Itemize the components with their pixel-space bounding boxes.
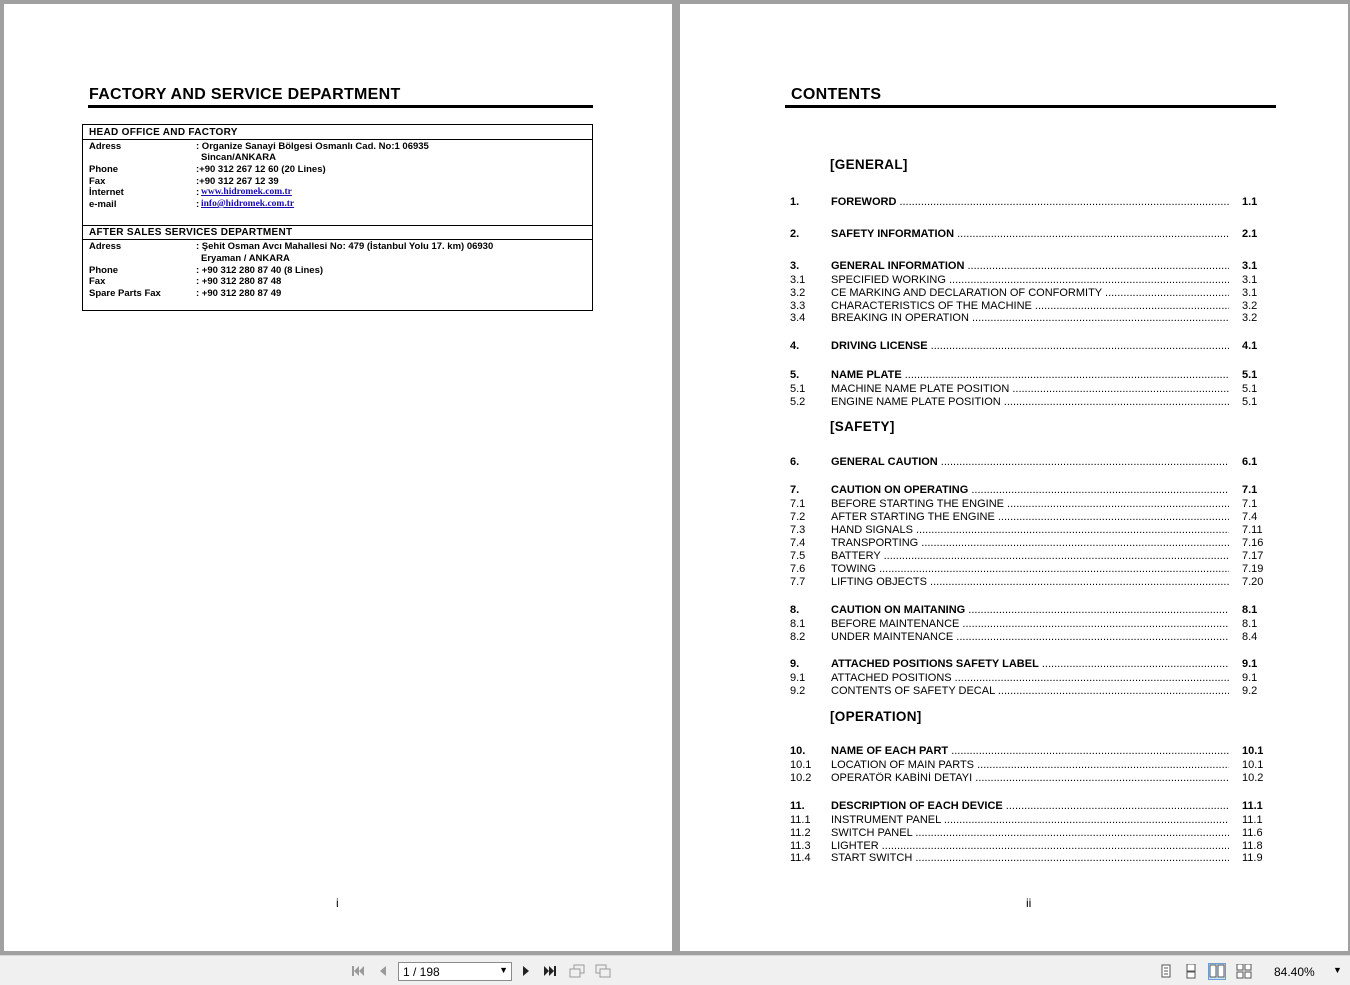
toc-entry-page: 9.2 — [1242, 685, 1258, 697]
toc-entry[interactable] — [790, 604, 1266, 617]
toc-entry-number: 6. — [790, 456, 800, 468]
toc-entry-number: 5.1 — [790, 383, 806, 395]
toc-entry-number: 11. — [790, 800, 805, 812]
toc-entry-number: 7.2 — [790, 511, 806, 523]
toc-entry-page: 8.4 — [1242, 631, 1258, 643]
toc-entry-page: 9.1 — [1242, 658, 1258, 670]
toc-entry-number: 3.4 — [790, 312, 806, 324]
toc-entry-number: 5. — [790, 369, 800, 381]
toc-entry-title: CE MARKING AND DECLARATION OF CONFORMITY ..... — [831, 287, 1229, 299]
toc-entry-page: 7.16 — [1242, 537, 1264, 549]
toc-entry-page: 6.1 — [1242, 456, 1258, 468]
toc-entry-number: 7. — [790, 484, 800, 496]
toc-entry[interactable] — [790, 498, 1266, 511]
toc-entry-page: 5.1 — [1242, 383, 1258, 395]
fax-value: : +90 312 280 87 48 — [196, 276, 282, 287]
toc-entry-title: INSTRUMENT PANEL ..... — [831, 814, 1229, 826]
divider — [83, 139, 592, 140]
toc-entry[interactable] — [790, 618, 1266, 631]
page-title: CONTENTS — [791, 86, 882, 103]
first-page-icon[interactable] — [349, 963, 367, 979]
toc-entry-number: 10. — [790, 745, 806, 757]
email-label: e-mail — [89, 199, 117, 210]
viewer-toolbar — [0, 955, 1350, 985]
toc-entry-number: 7.3 — [790, 524, 806, 536]
toc-entry-title: GENERAL CAUTION ..... — [831, 456, 1229, 468]
toc-entry-page: 3.1 — [1242, 274, 1258, 286]
toc-entry[interactable] — [790, 484, 1266, 497]
zoom-level[interactable]: 84.40% — [1274, 965, 1315, 979]
toc-entry-number: 9.2 — [790, 685, 806, 697]
toc-entry-page: 8.1 — [1242, 618, 1258, 630]
toc-entry-page: 4.1 — [1242, 340, 1258, 352]
document-page-right — [680, 4, 1348, 951]
toc-entry-number: 4. — [790, 340, 800, 352]
toc-entry[interactable] — [790, 745, 1266, 758]
toc-entry[interactable] — [790, 396, 1266, 409]
toc-entry[interactable] — [790, 369, 1266, 382]
toc-entry-number: 11.4 — [790, 852, 811, 864]
after-sales-heading: AFTER SALES SERVICES DEPARTMENT — [89, 227, 293, 238]
page-number-select[interactable] — [398, 962, 512, 981]
toc-entry-title: CHARACTERISTICS OF THE MACHINE ..... — [831, 300, 1229, 312]
previous-view-icon[interactable] — [568, 963, 586, 979]
toc-entry-number: 1. — [790, 196, 800, 208]
contact-info-box — [82, 124, 593, 311]
toc-entry-page: 10.1 — [1242, 745, 1264, 757]
toc-entry[interactable] — [790, 340, 1266, 353]
toc-entry-number: 11.1 — [790, 814, 811, 826]
toc-entry-number: 5.2 — [790, 396, 806, 408]
toc-entry[interactable] — [790, 383, 1266, 396]
toc-entry-number: 3.2 — [790, 287, 806, 299]
phone-value: :+90 312 267 12 60 (20 Lines) — [196, 164, 326, 175]
toc-entry-page: 2.1 — [1242, 228, 1258, 240]
last-page-icon[interactable] — [541, 963, 559, 979]
phone-value: : +90 312 280 87 40 (8 Lines) — [196, 265, 324, 276]
toc-entry-number: 10.2 — [790, 772, 812, 784]
toc-entry-page: 7.20 — [1242, 576, 1264, 588]
head-office-heading: HEAD OFFICE AND FACTORY — [89, 127, 238, 138]
toc-entry-title: NAME PLATE ..... — [831, 369, 1229, 381]
toc-entry-number: 7.4 — [790, 537, 806, 549]
toc-entry[interactable] — [790, 658, 1266, 671]
toc-entry-page: 3.2 — [1242, 312, 1258, 324]
toc-entry-number: 11.3 — [790, 840, 811, 852]
toc-entry-page: 7.1 — [1242, 484, 1258, 496]
toc-entry[interactable] — [790, 260, 1266, 273]
toc-entry-page: 10.2 — [1242, 772, 1264, 784]
toc-entry-title: CAUTION ON OPERATING ..... — [831, 484, 1229, 496]
toc-entry-number: 7.6 — [790, 563, 806, 575]
toc-entry[interactable] — [790, 456, 1266, 469]
divider — [83, 225, 592, 226]
toc-section-heading: [GENERAL] — [830, 157, 908, 172]
toc-entry-number: 7.1 — [790, 498, 806, 510]
title-rule — [88, 105, 593, 108]
toc-entry-title: BEFORE STARTING THE ENGINE ..... — [831, 498, 1229, 510]
toc-entry[interactable] — [790, 759, 1266, 772]
toc-entry-number: 8.2 — [790, 631, 806, 643]
toc-entry[interactable] — [790, 524, 1266, 537]
toc-entry-title: BREAKING IN OPERATION ..... — [831, 312, 1229, 324]
toc-entry-title: CAUTION ON MAITANING ..... — [831, 604, 1229, 616]
toc-entry-number: 7.7 — [790, 576, 806, 588]
toc-entry-title: UNDER MAINTENANCE ..... — [831, 631, 1229, 643]
toc-entry-page: 9.1 — [1242, 672, 1258, 684]
toc-entry[interactable] — [790, 228, 1266, 241]
toc-entry-number: 3.1 — [790, 274, 806, 286]
toc-entry-title: LOCATION OF MAIN PARTS ..... — [831, 759, 1229, 771]
document-page-left — [4, 4, 672, 951]
toc-entry-page: 5.1 — [1242, 369, 1258, 381]
toc-entry-page: 3.1 — [1242, 260, 1258, 272]
toc-entry-number: 3. — [790, 260, 800, 272]
fax-value: :+90 312 267 12 39 — [196, 176, 279, 187]
toc-entry[interactable] — [790, 287, 1266, 300]
toc-entry-title: SAFETY INFORMATION ..... — [831, 228, 1229, 240]
internet-prefix: : — [196, 187, 200, 198]
toc-entry-page: 10.1 — [1242, 759, 1264, 771]
spare-parts-fax-value: : +90 312 280 87 49 — [196, 288, 282, 299]
toc-entry-page: 1.1 — [1242, 196, 1258, 208]
toc-entry-title: HAND SIGNALS ..... — [831, 524, 1229, 536]
toc-entry-page: 8.1 — [1242, 604, 1258, 616]
toc-entry-number: 9.1 — [790, 672, 806, 684]
fax-label: Fax — [89, 276, 106, 287]
toc-entry-page: 11.8 — [1242, 840, 1263, 852]
toc-entry-page: 7.4 — [1242, 511, 1258, 523]
toc-entry-title: MACHINE NAME PLATE POSITION ..... — [831, 383, 1229, 395]
toc-entry-number: 11.2 — [790, 827, 811, 839]
toc-entry-title: AFTER STARTING THE ENGINE ..... — [831, 511, 1229, 523]
chevron-down-icon[interactable]: ▼ — [1333, 965, 1342, 975]
toc-entry-title: TRANSPORTING ..... — [831, 537, 1229, 549]
address-label: Adress — [89, 241, 122, 252]
toc-entry-number: 9. — [790, 658, 800, 670]
phone-label: Phone — [89, 265, 119, 276]
toc-entry-title: CONTENTS OF SAFETY DECAL ..... — [831, 685, 1229, 697]
page-title: FACTORY AND SERVICE DEPARTMENT — [89, 86, 401, 103]
address-city: Eryaman / ANKARA — [201, 253, 290, 264]
toc-entry-page: 3.2 — [1242, 300, 1258, 312]
spare-parts-fax-label: Spare Parts Fax — [89, 288, 161, 299]
toc-entry-page: 7.1 — [1242, 498, 1258, 510]
toc-entry-page: 7.19 — [1242, 563, 1264, 575]
continuous-facing-view-icon[interactable] — [1235, 963, 1253, 980]
email-link[interactable]: info@hidromek.com.tr — [201, 199, 295, 209]
divider — [83, 239, 592, 240]
toc-entry[interactable] — [790, 576, 1266, 589]
toc-entry-title: ENGINE NAME PLATE POSITION ..... — [831, 396, 1229, 408]
title-rule — [785, 105, 1276, 108]
toc-entry-page: 11.6 — [1242, 827, 1263, 839]
toc-entry[interactable] — [790, 563, 1266, 576]
page-indicator: 1 / 198 — [403, 965, 440, 979]
single-page-view-icon[interactable] — [1157, 963, 1175, 980]
toc-entry-title: OPERATÖR KABİNİ DETAYI ..... — [831, 772, 1229, 784]
toc-entry-title: ATTACHED POSITIONS SAFETY LABEL ..... — [831, 658, 1229, 670]
toc-entry[interactable] — [790, 511, 1266, 524]
toc-entry-number: 8.1 — [790, 618, 806, 630]
toc-entry[interactable] — [790, 274, 1266, 287]
chevron-down-icon: ▼ — [499, 965, 508, 975]
next-view-icon[interactable] — [594, 963, 612, 979]
toc-entry[interactable] — [790, 672, 1266, 685]
toc-entry-page: 11.1 — [1242, 800, 1263, 812]
website-link[interactable]: www.hidromek.com.tr — [201, 187, 292, 197]
toc-entry[interactable] — [790, 800, 1266, 813]
toc-entry-title: START SWITCH ..... — [831, 852, 1229, 864]
toc-entry-title: SPECIFIED WORKING ..... — [831, 274, 1229, 286]
address-value: : Organize Sanayi Bölgesi Osmanlı Cad. No:1 06935 — [196, 141, 429, 152]
email-prefix: : — [196, 199, 200, 210]
toc-entry-title: GENERAL INFORMATION ..... — [831, 260, 1229, 272]
toc-entry-page: 7.11 — [1242, 524, 1263, 536]
internet-label: İnternet — [89, 187, 124, 198]
toc-entry-title: SWITCH PANEL ..... — [831, 827, 1229, 839]
toc-entry-number: 8. — [790, 604, 800, 616]
page-number: ii — [1026, 896, 1032, 910]
facing-view-icon[interactable] — [1208, 963, 1226, 980]
toc-entry-page: 3.1 — [1242, 287, 1258, 299]
toc-entry-title: LIFTING OBJECTS ..... — [831, 576, 1229, 588]
address-label: Adress — [89, 141, 122, 152]
toc-entry[interactable] — [790, 852, 1266, 865]
toc-entry-page: 7.17 — [1242, 550, 1264, 562]
toc-entry-page: 5.1 — [1242, 396, 1258, 408]
address-city: Sincan/ANKARA — [201, 152, 276, 163]
toc-entry[interactable] — [790, 196, 1266, 209]
toc-entry-title: NAME OF EACH PART ..... — [831, 745, 1229, 757]
toc-entry-title: LIGHTER ..... — [831, 840, 1229, 852]
phone-label: Phone — [89, 164, 119, 175]
toc-entry-title: BEFORE MAINTENANCE ..... — [831, 618, 1229, 630]
toc-entry-number: 7.5 — [790, 550, 806, 562]
toc-entry[interactable] — [790, 814, 1266, 827]
toc-entry-title: BATTERY ..... — [831, 550, 1229, 562]
page-number: i — [336, 896, 339, 910]
toc-entry-title: DESCRIPTION OF EACH DEVICE ..... — [831, 800, 1229, 812]
toc-entry[interactable] — [790, 772, 1266, 785]
toc-entry-number: 10.1 — [790, 759, 812, 771]
toc-entry[interactable] — [790, 827, 1266, 840]
toc-entry-title: FOREWORD ..... — [831, 196, 1229, 208]
toc-entry[interactable] — [790, 631, 1266, 644]
toc-entry[interactable] — [790, 550, 1266, 563]
toc-entry[interactable] — [790, 537, 1266, 550]
previous-page-icon[interactable] — [374, 963, 392, 979]
toc-entry[interactable] — [790, 685, 1266, 698]
toc-entry-title: ATTACHED POSITIONS ..... — [831, 672, 1229, 684]
toc-entry-page: 11.1 — [1242, 814, 1263, 826]
toc-entry-number: 2. — [790, 228, 800, 240]
toc-section-heading: [SAFETY] — [830, 419, 895, 434]
toc-entry-title: DRIVING LICENSE ..... — [831, 340, 1229, 352]
next-page-icon[interactable] — [517, 963, 535, 979]
toc-entry-number: 3.3 — [790, 300, 806, 312]
toc-entry-title: TOWING ..... — [831, 563, 1229, 575]
continuous-view-icon[interactable] — [1182, 963, 1200, 980]
address-value: : Şehit Osman Avcı Mahallesi No: 479 (İstanbul Yolu 17. km) 06930 — [196, 241, 494, 252]
toc-entry[interactable] — [790, 312, 1266, 325]
toc-section-heading: [OPERATION] — [830, 709, 922, 724]
fax-label: Fax — [89, 176, 106, 187]
toc-entry-page: 11.9 — [1242, 852, 1263, 864]
